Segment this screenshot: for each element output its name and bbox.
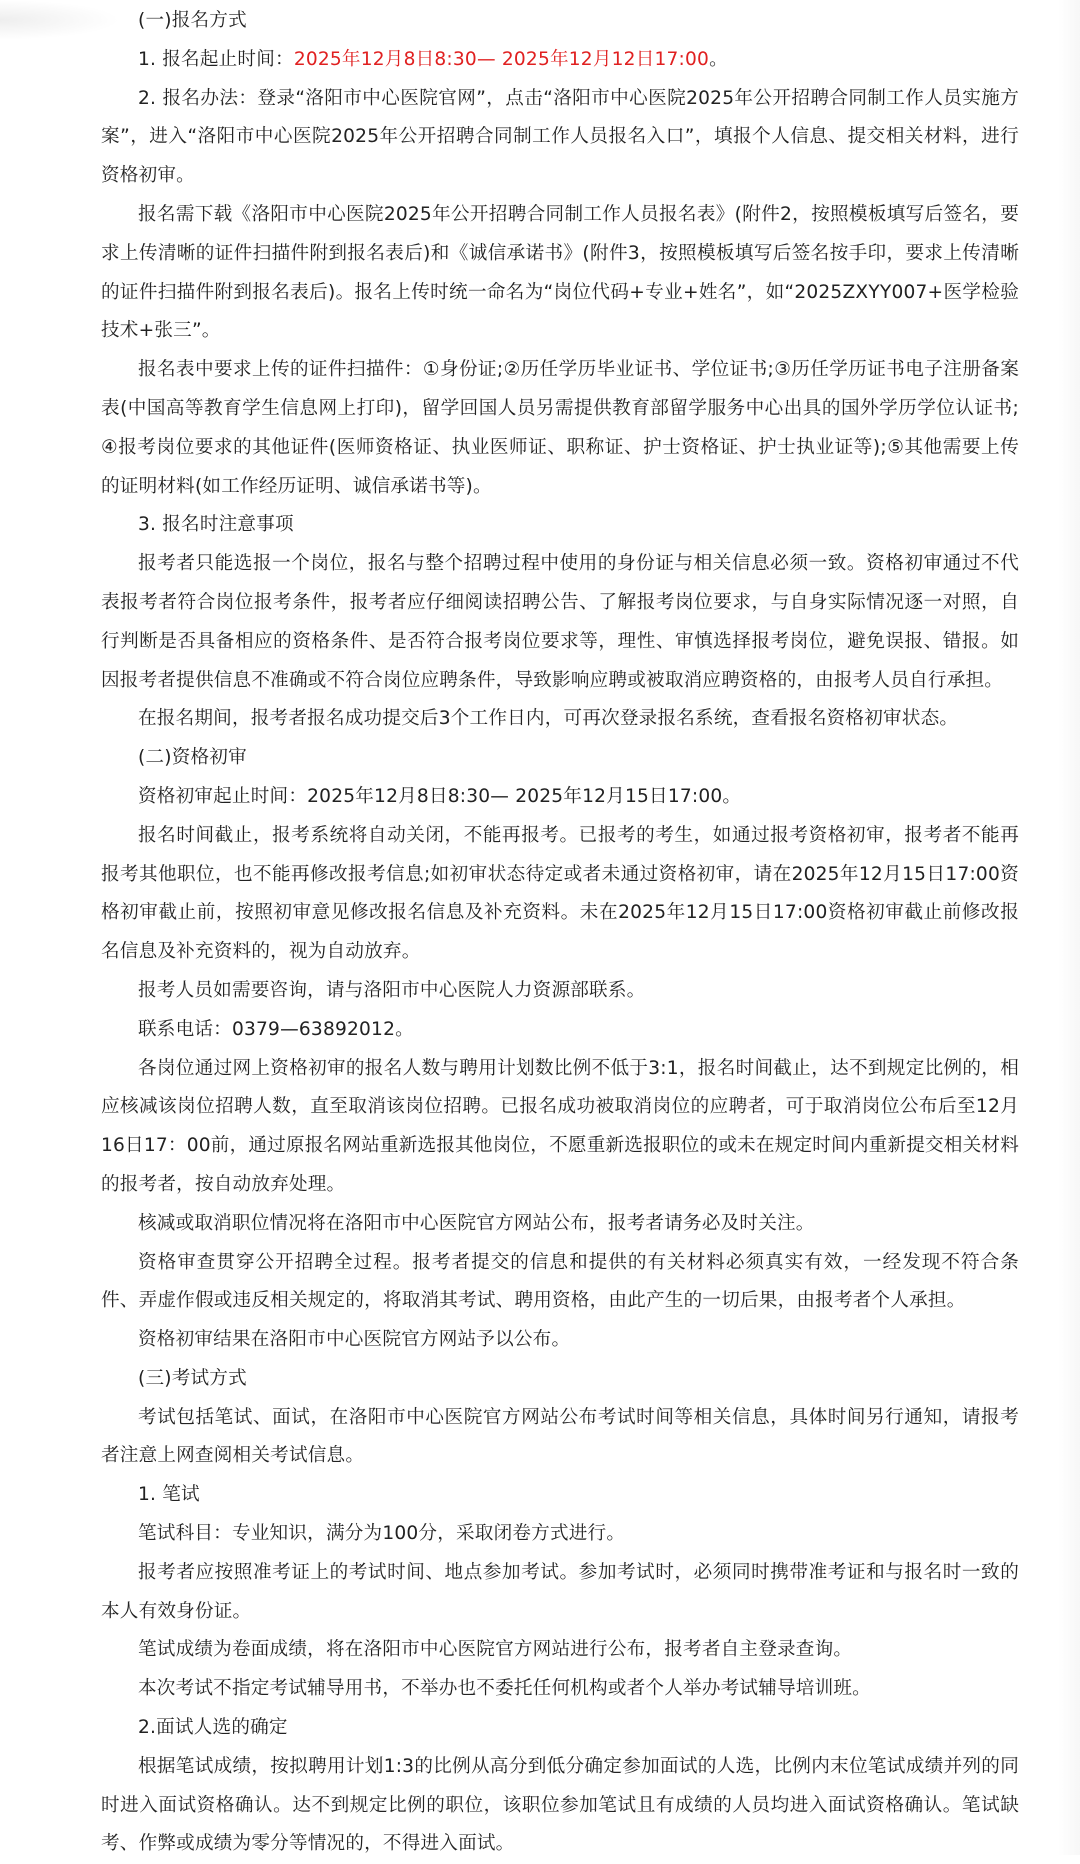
score-publication: 笔试成绩为卷面成绩，将在洛阳市中心医院官方网站进行公布，报考者自主登录查询。: [138, 1639, 853, 1661]
notes-heading: 3. 报名时注意事项: [138, 514, 294, 536]
download-forms: 报名需下载《洛阳市中心医院2025年公开招聘合同制工作人员报名表》(附件2，按照模板填写后签名，要求上传清晰的证件扫描件附到报名表后)和《诚信承诺书》(附件3，按照模板填写后签名按手印，要求上传清晰的证件扫描件附到报名表后)。报名上传时统一命名为“岗位代码+专业+姓名”，如“2025ZXYY007+医学检验技术+张三”。: [101, 203, 1019, 342]
qualification-period: 资格初审起止时间：2025年12月8日8:30— 2025年12月15日17:00。: [138, 785, 742, 807]
document-body: [101, 2, 1019, 1864]
deadline-paragraph: 报名时间截止，报考系统将自动关闭，不能再报考。已报考的考生，如通过报考资格初审，报考者不能再报考其他职位，也不能再修改报考信息;如初审状态待定或者未通过资格初审，请在2025年12月15日17:00资格初审截止前，按照初审意见修改报名信息及补充资料。未在2025年12月15日17:00资格初审截止前修改报名信息及补充资料的，视为自动放弃。: [101, 824, 1019, 963]
required-scans: 报名表中要求上传的证件扫描件：①身份证;②历任学历毕业证书、学位证书;③历任学历证书电子注册备案表(中国高等教育学生信息网上打印)，留学回国人员另需提供教育部留学服务中心出具的国外学历学位认证书;④报考岗位要求的其他证件(医师资格证、执业医师证、职称证、护士资格证、护士执业证等);⑤其他需要上传的证明材料(如工作经历证明、诚信承诺书等)。: [101, 359, 1019, 497]
page-edge-shadow: [1058, 0, 1080, 1855]
notes-paragraph: 报考者只能选报一个岗位，报名与整个招聘过程中使用的身份证与相关信息必须一致。资格初审通过不代表报考者符合岗位报考条件，报考者应仔细阅读招聘公告、了解报考岗位要求，与自身实际情况逐一对照，自行判断是否具备相应的资格条件、是否符合报考岗位要求等，理性、审慎选择报考岗位，避免误报、错报。如因报考者提供信息不准确或不符合岗位应聘条件，导致影响应聘或被取消应聘资格的，由报考人员自行承担。: [101, 553, 1019, 691]
results-notice: 资格初审结果在洛阳市中心医院官方网站予以公布。: [138, 1329, 571, 1351]
review-paragraph: 资格审查贯穿公开招聘全过程。报考者提交的信息和提供的有关材料必须真实有效，一经发现不符合条件、弄虚作假或违反相关规定的，将取消其考试、聘用资格，由此产生的一切后果，由报考者个人承担。: [101, 1251, 1019, 1312]
exam-overview: 考试包括笔试、面试，在洛阳市中心医院官方网站公布考试时间等相关信息，具体时间另行通知，请报考者注意上网查阅相关考试信息。: [101, 1406, 1019, 1467]
cancellation-notice: 核减或取消职位情况将在洛阳市中心医院官方网站公布，报考者请务必及时关注。: [138, 1212, 815, 1234]
section-heading-qualification: (二)资格初审: [138, 747, 247, 769]
written-exam-heading: 1. 笔试: [138, 1484, 200, 1506]
registration-period-time: 2025年12月8日8:30— 2025年12月12日17:00: [293, 48, 710, 70]
registration-period: [101, 41, 1019, 80]
no-tutoring-notice: 本次考试不指定考试辅导用书，不举办也不委托任何机构或者个人举办考试辅导培训班。: [138, 1678, 871, 1700]
registration-method: 2. 报名办法：登录“洛阳市中心医院官网”，点击“洛阳市中心医院2025年公开招聘合同制工作人员实施方案”，进入“洛阳市中心医院2025年公开招聘合同制工作人员报名入口”，填报个人信息、提交相关材料，进行资格初审。: [101, 87, 1019, 187]
section-heading-exam: (三)考试方式: [138, 1367, 247, 1389]
registration-period-label: 1. 报名起止时间：: [138, 48, 294, 70]
section-heading-registration: (一)报名方式: [138, 10, 247, 31]
consultation-paragraph: 报考人员如需要咨询，请与洛阳市中心医院人力资源部联系。: [138, 979, 646, 1001]
registration-period-suffix: 。: [709, 48, 728, 70]
contact-phone: 联系电话：0379—63892012。: [138, 1018, 414, 1040]
exam-attendance: 报考者应按照准考证上的考试时间、地点参加考试。参加考试时，必须同时携带准考证和与报名时一致的本人有效身份证。: [101, 1561, 1019, 1622]
status-check-paragraph: 在报名期间，报考者报名成功提交后3个工作日内，可再次登录报名系统，查看报名资格初审状态。: [138, 708, 959, 730]
ratio-paragraph: 各岗位通过网上资格初审的报名人数与聘用计划数比例不低于3:1，报名时间截止，达不到规定比例的，相应核减该岗位招聘人数，直至取消该岗位招聘。已报名成功被取消岗位的应聘者，可于取消岗位公布后至12月16日17：00前，通过原报名网站重新选报其他岗位，不愿重新选报职位的或未在规定时间内重新提交相关材料的报考者，按自动放弃处理。: [101, 1057, 1019, 1195]
written-exam-subject: 笔试科目：专业知识，满分为100分，采取闭卷方式进行。: [138, 1523, 626, 1545]
interview-heading: 2.面试人选的确定: [138, 1717, 288, 1739]
interview-selection: 根据笔试成绩，按拟聘用计划1:3的比例从高分到低分确定参加面试的人选，比例内末位笔试成绩并列的同时进入面试资格确认。达不到规定比例的职位，该职位参加笔试且有成绩的人员均进入面试资格确认。笔试缺考、作弊或成绩为零分等情况的，不得进入面试。: [101, 1755, 1019, 1855]
